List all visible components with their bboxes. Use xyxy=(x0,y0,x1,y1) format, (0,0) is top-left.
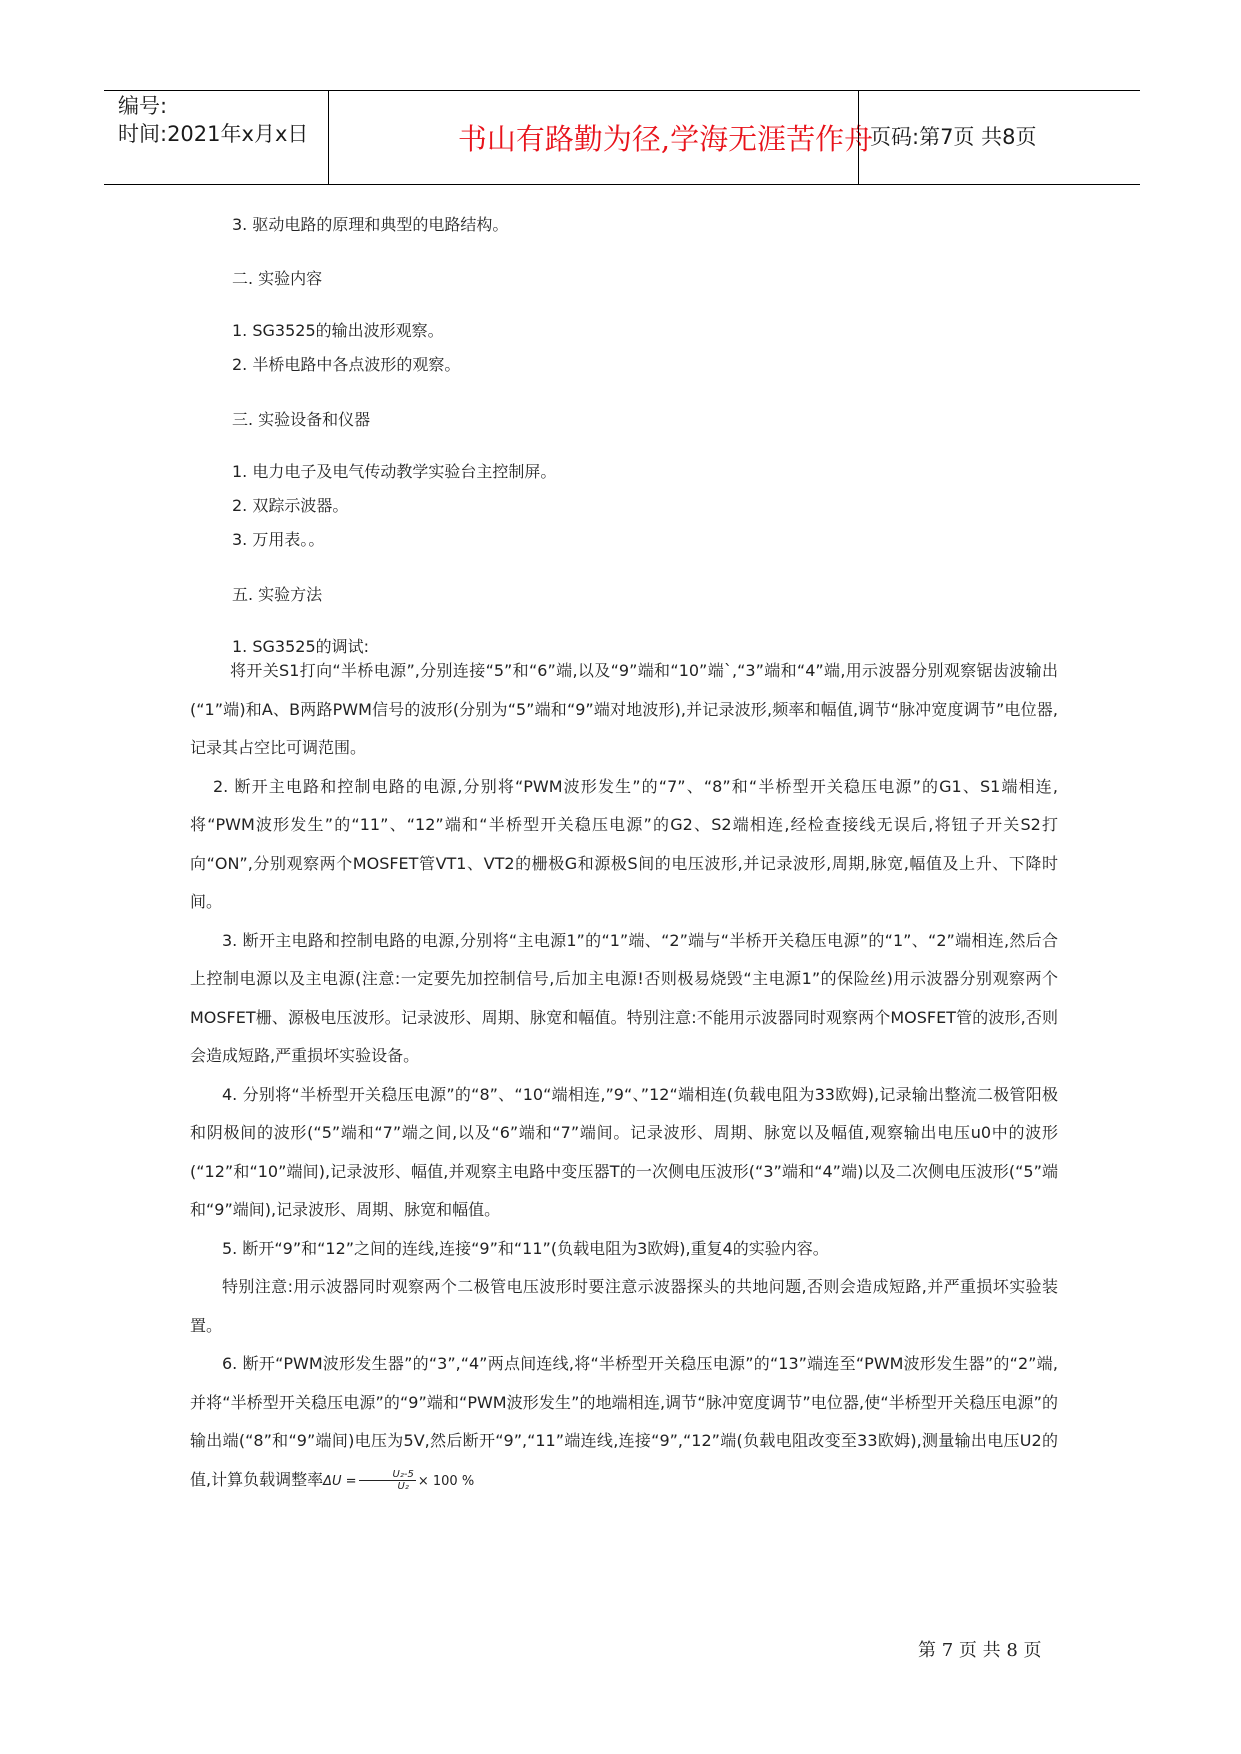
header-divider-right xyxy=(858,91,859,184)
header-divider-left xyxy=(328,91,329,184)
paragraph-text: 6. 断开“PWM波形发生器”的“3”,“4”两点间连线,将“半桥型开关稳压电源”的“13”端连至“PWM波形发生器”的“2”端,并将“半桥型开关稳压电源”的“9”端和“PWM波形发生”的地端相连,调节“脉冲宽度调节”电位器,使“半桥型开关稳压电源”的输出端(“8”和“9”端间)电压为5V,然后断开“9”,“11”端连线,连接“9”,“12”端(负载电阻改变至33欧姆),测量输出电压U2的值,计算负载调整率 xyxy=(190,1354,1058,1489)
formula-numerator: U₂-5 xyxy=(359,1469,416,1481)
page-footer: 第 7 页 共 8 页 xyxy=(918,1640,1042,1661)
paragraph: 5. 断开“9”和“12”之间的连线,连接“9”和“11”(负载电阻为3欧姆),重复4的实验内容。 xyxy=(222,1238,829,1258)
list-item: 1. SG3525的调试: xyxy=(232,637,370,656)
paragraph: 2. 断开主电路和控制电路的电源,分别将“PWM波形发生”的“7”、“8”和“半桥型开关稳压电源”的G1、S1端相连,将“PWM波形发生”的“11”、“12”端和“半桥型开关稳压电源”的G2、S2端相连,经检查接线无误后,将钮子开关S2打向“ON”,分别观察两个MOSFET管VT1、VT2的栅极G和源极S间的电压波形,并记录波形,周期,脉宽,幅值及上升、下降时间。 xyxy=(190,776,1058,911)
list-item: 2. 双踪示波器。 xyxy=(232,496,349,515)
header-motto: 书山有路勤为径,学海无涯苦作舟 xyxy=(457,122,874,156)
method-paragraphs xyxy=(190,652,1058,1501)
header-page-number: 页码:第7页 共8页 xyxy=(870,125,1037,149)
list-item: 3. 驱动电路的原理和典型的电路结构。 xyxy=(232,215,509,234)
paragraph: 特别注意:用示波器同时观察两个二极管电压波形时要注意示波器探头的共地问题,否则会造成短路,并严重损坏实验装置。 xyxy=(190,1277,1058,1335)
formula-rhs: × 100 % xyxy=(417,1473,475,1489)
formula-denominator: U₂ xyxy=(397,1480,409,1492)
page-header xyxy=(104,90,1140,185)
paragraph: 3. 断开主电路和控制电路的电源,分别将“主电源1”的“1”端、“2”端与“半桥开关稳压电源”的“1”、“2”端相连,然后合上控制电源以及主电源(注意:一定要先加控制信号,后加主电源!否则极易烧毁“主电源1”的保险丝)用示波器分别观察两个MOSFET栅、源极电压波形。记录波形、周期、脉宽和幅值。特别注意:不能用示波器同时观察两个MOSFET管的波形,否则会造成短路,严重损坏实验设备。 xyxy=(190,930,1058,1065)
list-item: 1. SG3525的输出波形观察。 xyxy=(232,321,444,340)
doc-time-label: 时间:2021年x月x日 xyxy=(118,122,309,146)
section-heading-content: 二. 实验内容 xyxy=(232,269,323,288)
paragraph: 将开关S1打向“半桥电源”,分别连接“5”和“6”端,以及“9”端和“10”端`,“3”端和“4”端,用示波器分别观察锯齿波输出(“1”端)和A、B两路PWM信号的波形(分别为“5”端和“9”端对地波形),并记录波形,频率和幅值,调节“脉冲宽度调节”电位器,记录其占空比可调范围。 xyxy=(190,661,1058,757)
formula-fraction xyxy=(359,1469,416,1492)
paragraph-with-formula xyxy=(190,1345,1058,1501)
paragraph: 4. 分别将“半桥型开关稳压电源”的“8”、“10“端相连,”9“、”12“端相连(负载电阻为33欧姆),记录输出整流二极管阳极和阴极间的波形(“5”端和“7”端之间,以及“6”端和“7”端间。记录波形、周期、脉宽以及幅值,观察输出电压u0中的波形(“12”和“10”端间),记录波形、幅值,并观察主电路中变压器T的一次侧电压波形(“3”端和“4”端)以及二次侧电压波形(“5”端和“9”端间),记录波形、周期、脉宽和幅值。 xyxy=(190,1084,1058,1219)
list-item: 1. 电力电子及电气传动教学实验台主控制屏。 xyxy=(232,462,557,481)
section-heading-equipment: 三. 实验设备和仪器 xyxy=(232,410,371,429)
formula-lhs: ΔU = xyxy=(323,1473,357,1489)
doc-number-label: 编号: xyxy=(118,94,168,118)
list-item: 3. 万用表。。 xyxy=(232,530,325,549)
section-heading-method: 五. 实验方法 xyxy=(232,585,323,604)
list-item: 2. 半桥电路中各点波形的观察。 xyxy=(232,355,461,374)
